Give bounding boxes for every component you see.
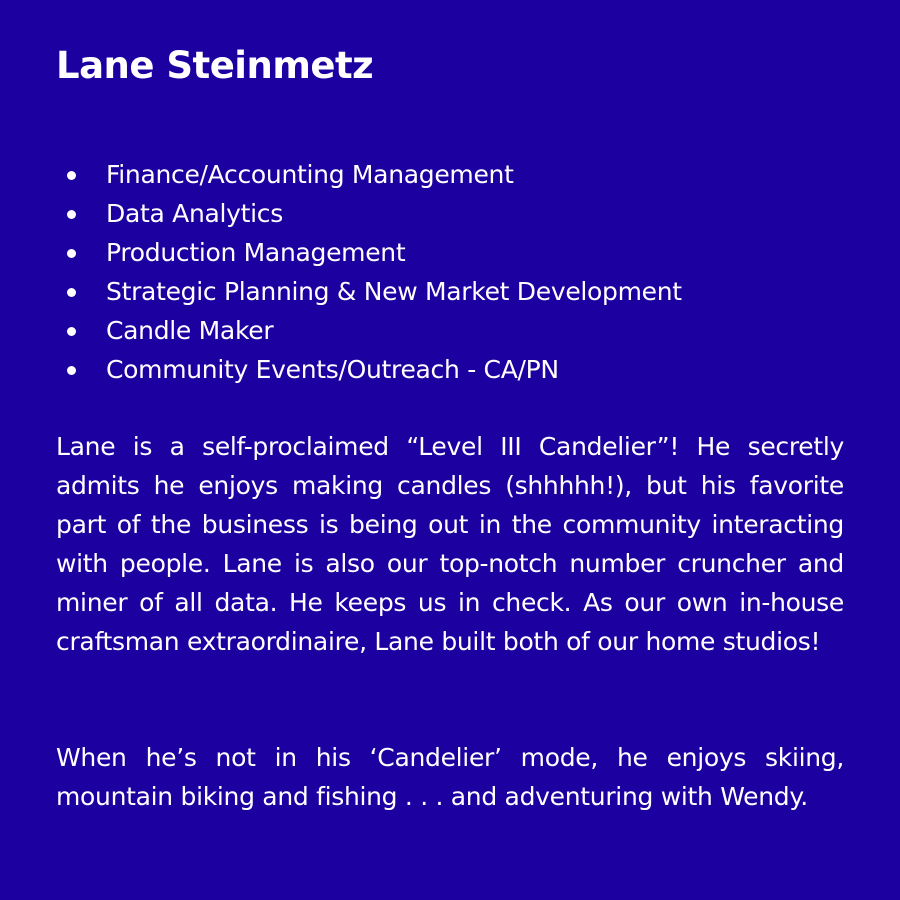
skill-label: Data Analytics — [106, 199, 283, 228]
skill-item — [60, 194, 682, 233]
bullet-icon — [67, 210, 76, 219]
bio-paragraph: When he’s not in his ‘Candelier’ mode, he enjoys skiing, mountain biking and fishing . . . and adventuring with Wendy. — [56, 743, 844, 811]
bio-paragraph: Lane is a self-proclaimed “Level III Candelier”! He secretly admits he enjoys making candles (shhhhh!), but his favorite part of the business is being out in the community interacting with people. Lane is also our top-notch number cruncher and miner of all data. He keeps us in check. As our own in-house craftsman extraordinaire, Lane built both of our home studios! — [56, 432, 844, 656]
skill-label: Production Management — [106, 238, 406, 267]
bullet-icon — [67, 288, 76, 297]
bullet-icon — [67, 327, 76, 336]
skill-label: Finance/Accounting Management — [106, 160, 514, 189]
skill-item — [60, 350, 682, 389]
skill-label: Candle Maker — [106, 316, 274, 345]
skill-item — [60, 233, 682, 272]
person-name: Lane Steinmetz — [56, 44, 374, 87]
skill-item — [60, 311, 682, 350]
skill-item — [60, 155, 682, 194]
skill-label: Strategic Planning & New Market Development — [106, 277, 682, 306]
skill-item — [60, 272, 682, 311]
bullet-icon — [67, 366, 76, 375]
bullet-icon — [67, 171, 76, 180]
skills-list — [60, 155, 682, 389]
skill-label: Community Events/Outreach - CA/PN — [106, 355, 559, 384]
bullet-icon — [67, 249, 76, 258]
